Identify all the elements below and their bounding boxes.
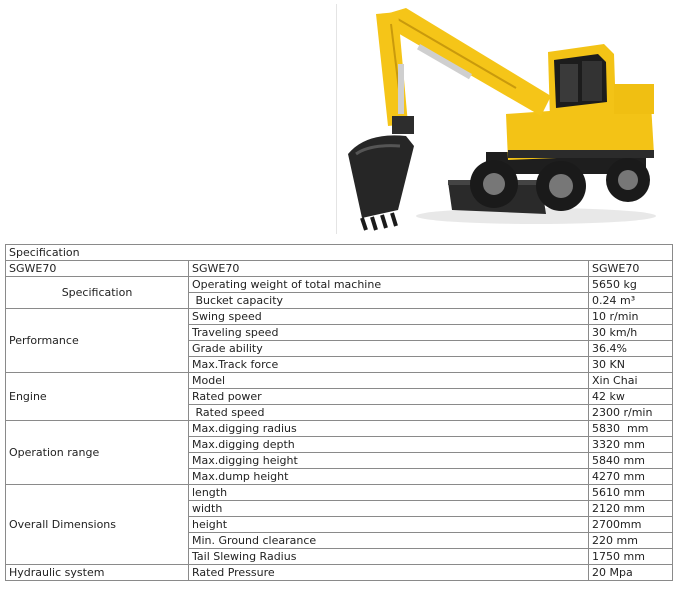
value-cell: 2300 r/min — [589, 405, 673, 421]
value-cell: 42 kw — [589, 389, 673, 405]
table-header-row — [6, 261, 673, 277]
item-cell: Traveling speed — [189, 325, 589, 341]
category-cell: Engine — [6, 373, 189, 421]
value-cell: 5650 kg — [589, 277, 673, 293]
value-cell: 5830 mm — [589, 421, 673, 437]
item-cell: Rated speed — [189, 405, 589, 421]
value-cell: 3320 mm — [589, 437, 673, 453]
item-cell: Swing speed — [189, 309, 589, 325]
value-cell: Xin Chai — [589, 373, 673, 389]
item-cell: Rated power — [189, 389, 589, 405]
value-cell: 10 r/min — [589, 309, 673, 325]
item-cell: Max.Track force — [189, 357, 589, 373]
item-cell: Max.digging height — [189, 453, 589, 469]
value-cell: 4270 mm — [589, 469, 673, 485]
table-row — [6, 277, 673, 293]
value-cell: 20 Mpa — [589, 565, 673, 581]
item-cell: Max.digging radius — [189, 421, 589, 437]
excavator-image — [336, 4, 666, 236]
item-cell: Operating weight of total machine — [189, 277, 589, 293]
value-cell: 30 km/h — [589, 325, 673, 341]
table-row — [6, 373, 673, 389]
category-cell: Specification — [6, 277, 189, 309]
table-row — [6, 565, 673, 581]
item-cell: height — [189, 517, 589, 533]
item-cell: Model — [189, 373, 589, 389]
header-cell-item: SGWE70 — [189, 261, 589, 277]
category-cell: Performance — [6, 309, 189, 373]
category-cell: Hydraulic system — [6, 565, 189, 581]
value-cell: 220 mm — [589, 533, 673, 549]
table-title-row — [6, 245, 673, 261]
item-cell: Bucket capacity — [189, 293, 589, 309]
category-cell: Overall Dimensions — [6, 485, 189, 565]
spec-table — [5, 244, 673, 581]
value-cell: 5610 mm — [589, 485, 673, 501]
header-cell-model: SGWE70 — [6, 261, 189, 277]
value-cell: 30 KN — [589, 357, 673, 373]
value-cell: 2700mm — [589, 517, 673, 533]
header-cell-value: SGWE70 — [589, 261, 673, 277]
table-row — [6, 485, 673, 501]
table-title: Specification — [6, 245, 673, 261]
value-cell: 2120 mm — [589, 501, 673, 517]
item-cell: width — [189, 501, 589, 517]
value-cell: 36.4% — [589, 341, 673, 357]
category-cell: Operation range — [6, 421, 189, 485]
table-row — [6, 421, 673, 437]
item-cell: Grade ability — [189, 341, 589, 357]
item-cell: Min. Ground clearance — [189, 533, 589, 549]
item-cell: Rated Pressure — [189, 565, 589, 581]
item-cell: length — [189, 485, 589, 501]
value-cell: 1750 mm — [589, 549, 673, 565]
item-cell: Tail Slewing Radius — [189, 549, 589, 565]
item-cell: Max.digging depth — [189, 437, 589, 453]
item-cell: Max.dump height — [189, 469, 589, 485]
value-cell: 5840 mm — [589, 453, 673, 469]
table-row — [6, 309, 673, 325]
value-cell: 0.24 m³ — [589, 293, 673, 309]
